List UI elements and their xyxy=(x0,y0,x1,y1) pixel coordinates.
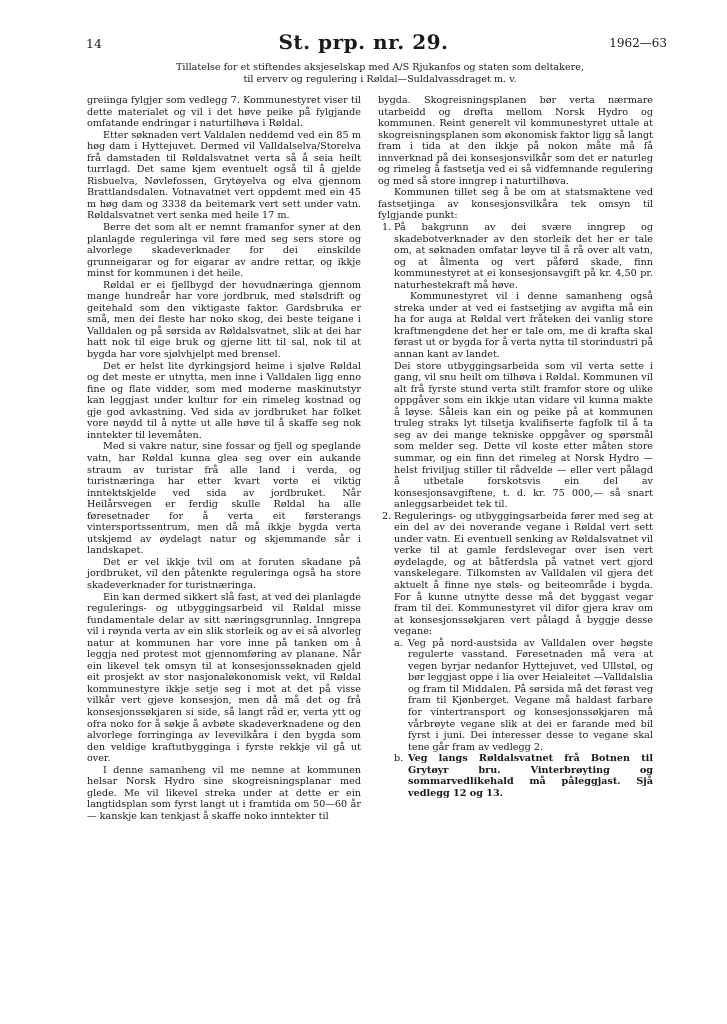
list-item-2 xyxy=(378,511,653,800)
paragraph: Etter søknaden vert Valdalen neddemd ved ein 85 m høg dam i Hyttejuvet. Dermed vil Valldalselva/Storelva frå damstaden til Røldalsvatnet verta så å seia heilt turrlagd. Det same kjem eventuelt også til å gjelde Risbuelva, Nøvlefossen, Grytøyelva og elva gjennom Brattlandsdalen. Votnavatnet vert oppdemt med ein 45 m høg dam og 3338 da beitemark vert sett under vatn. Røldalsvatnet vert senka med heile 17 m. xyxy=(87,129,361,222)
document-title: St. prp. nr. 29. xyxy=(278,30,449,54)
sub-item-b xyxy=(394,753,653,799)
paragraph: Veg på nord-austsida av Valldalen over høgste regulerte vasstand. Føresetnaden må vera at vegen byrjar nedanfor Hyttejuvet, ved Ullstøl, og bør leggjast oppe i lia over Heialeitet —Valldalslia og fram til Middalen. På sørsida må det førast veg fram til Kjønberget. Vegane må haldast farbare for vintertransport og konsesjonssøkjaren må vårbrøyte vegane slik at dei er farande med bil fyrst i juni. Dei interesser desse to vegane skal tene går fram av vedlegg 2. xyxy=(408,637,653,753)
sub-letter: a. xyxy=(394,637,403,649)
paragraph: På bakgrunn av dei svære inngrep og skadebotverknader av den storleik det her er tale om, at søknaden omfatar løyve til å rå over alt vatn, og at ålmenta og vert påførd skade, finn kommunestyret at ei konsesjonsavgift på kr. 4,50 pr. naturhestekraft må høve. xyxy=(394,222,653,291)
paragraph: bygda. Skogreisningsplanen bør verta nærmare utarbeidd og drøfta mellom Norsk Hydro og kommunen. Reint generelt vil kommunestyret uttale at skogreisningsplanen som økonomisk faktor ligg så langt fram i tida at den ikkje på nokon måte må få innverknad på dei konsesjonsvilkår som det er naturleg og rimeleg å fastsetja ved ei så vidfemnande regulering og med så store inngrep i naturtilhøva. xyxy=(378,95,653,187)
paragraph: Ein kan dermed sikkert slå fast, at ved dei planlagde regulerings- og utbyggingsarbeid vil Røldal misse fundamentale delar av sitt næringsgrunnlag. Inngrepa vil i røynda verta av ein slik storleik og av ei så alvorleg natur at kommunen har vore inne på tanken om å leggja ned protest mot gjennomføring av planane. Når ein likevel tek omsyn til at konsesjonssøknaden gjeld eit prosjekt av stor nasjonaløkonomisk vekt, vil Røldal kommunestyre ikkje setje seg i mot at det på visse vilkår vert gjeve konsesjon, men då må det og frå konsesjonssøkjaren si side, så langt råd er, verta ytt og ofra noko for å søkje å avbøte skadeverknadene og den alvorlege forringinga av levevilkåra i den bygda som den veldige kraftutbygginga i fyrste rekkje vil gå ut over. xyxy=(87,591,361,765)
list-item-1 xyxy=(378,222,653,511)
list-number: 2. xyxy=(382,510,392,522)
paragraph: I denne samanheng vil me nemne at kommunen helsar Norsk Hydro sine skogreisningsplanar med glede. Me vil likevel streka under at dette er ein langtidsplan som fyrst langt ut i framtida om 50—60 år — kanskje kan tenkjast å skaffe noko inntekter til xyxy=(87,764,361,822)
paragraph: Kommunestyret vil i denne samanheng også streka under at ved ei fastsetjing av avgifta må ein ha for auga at Røldal vert fråteken dei vanlig store kraftmengdene det her er tale om, me di krafta skal førast ut or bygda for å verta nytta til storindustri på annan kant av landet. xyxy=(394,291,653,361)
paragraph: Kommunen tillet seg å be om at statsmaktene ved fastsetjinga av konsesjonsvilkåra tek omsyn til fylgjande punkt: xyxy=(378,187,653,222)
paragraph: Røldal er ei fjellbygd der hovudnæringa gjennom mange hundreår har vore jordbruk, med stølsdrift og geitehald som den viktigaste faktor. Gardsbruka er små, men dei fleste har noko skog, dei beste teigane i Valldalen og på sørsida av Røldalsvatnet, slik at dei har hatt nok til eige bruk og gjerne litt til sal, nok til at bygda har vore sjølvhjelpt med brensel. xyxy=(87,279,361,361)
page-number: 14 xyxy=(86,36,102,51)
sub-item-a xyxy=(394,638,653,753)
paragraph: Berre det som alt er nemnt framanfor syner at den planlagde reguleringa vil føre med seg sers store og alvorlege skadeverknader for dei einskilde grunneigarar og for eigarar av andre rettar, og ikkje minst for kommunen i det heile. xyxy=(87,222,361,280)
left-column xyxy=(87,95,361,822)
list-number: 1. xyxy=(382,222,392,234)
running-subtitle xyxy=(100,62,660,86)
paragraph: Det er vel ikkje tvil om at foruten skadane på jordbruket, vil den påtenkte reguleringa også ha store skadeverknader for turistnæringa. xyxy=(87,556,361,591)
subtitle-line-2: til erverv og regulering i Røldal—Suldalvassdraget m. v. xyxy=(243,74,517,85)
right-column xyxy=(378,95,653,799)
paragraph: Regulerings- og utbyggingsarbeida fører med seg at ein del av dei noverande vegane i Røldal vert sett under vatn. Ei eventuell senking av Røldalsvatnet vil verke til at gamle ferdslevegar over isen vert øydelagde, og at båtferdsla på vatnet vert gjord vanskelegare. Tilkomsten av Valldalen vil gjera det aktuelt å finne nye støls- og beiteområde i bygda. For å kunne utnytte desse må det byggast vegar fram til dei. Kommunestyret vil difor gjera krav om at konsesjonssøkjaren vert pålagd å byggje desse vegane: xyxy=(394,510,653,638)
paragraph: Veg langs Røldalsvatnet frå Botnen til Grytøyr bru. Vinterbrøyting og sommarvedlikehald må påleggjast. Sjå vedlegg 12 og 13. xyxy=(408,753,653,799)
session-year: 1962—63 xyxy=(609,36,667,50)
paragraph: Det er helst lite dyrkingsjord heime i sjølve Røldal og det meste er utnytta, men inne i Valldalen ligg enno fine og flate vidder, som med moderne maskinutstyr kan leggjast under kultur for ein rimeleg kostnad og gje god avkastning. Ved sida av jordbruket har folket vore nøydd til å nytte ut alle høve til å skaffe seg nok inntekter til levemåten. xyxy=(87,360,361,441)
paragraph: Med si vakre natur, sine fossar og fjell og speglande vatn, har Røldal kunna glea seg over ein aukande straum av turistar frå alle land i verda, og turistnæringa har etter kvart vorte ei viktig inntektskjelde ved sida av jordbruket. Når Heilårsvegen er ferdig skulle Røldal ha alle føresetnader for å verta eit førsterangs vintersportssentrum, men då må ikkje bygda verta utskjemd av øydelagt natur og skjemmande sår i landskapet. xyxy=(87,441,361,557)
sub-letter: b. xyxy=(394,753,404,765)
paragraph: greiinga fylgjer som vedlegg 7. Kommunestyret viser til dette materialet og vil i det høve peike på fylgjande omfatande endringar i naturtilhøva i Røldal. xyxy=(87,95,361,130)
paragraph: Dei store utbyggingsarbeida som vil verta sette i gang, vil snu heilt om tilhøva i Røldal. Kommunen vil alt frå fyrste stund verta stilt framfor store og ulike oppgåver som ein ikkje utan vidare vil kunna makte å løyse. Såleis kan ein og peike på at kommunen truleg straks lyt tilsetja kvalifiserte fagfolk til å ta seg av dei mange tekniske oppgåver og spørsmål som melder seg. Dette vil koste etter måten store summar, og ein finn det rimeleg at Norsk Hydro — helst friviljug stiller til rådvelde — eller vert pålagd å utbetale forskotsvis ein del av konsesjonsavgiftene, t. d. kr. 75 000,— så snart anleggsarbeidet tek til. xyxy=(394,360,653,511)
subtitle-line-1: Tillatelse for et stiftendes aksjeselskap med A/S Rjukanfos og staten som deltakere, xyxy=(176,62,584,73)
